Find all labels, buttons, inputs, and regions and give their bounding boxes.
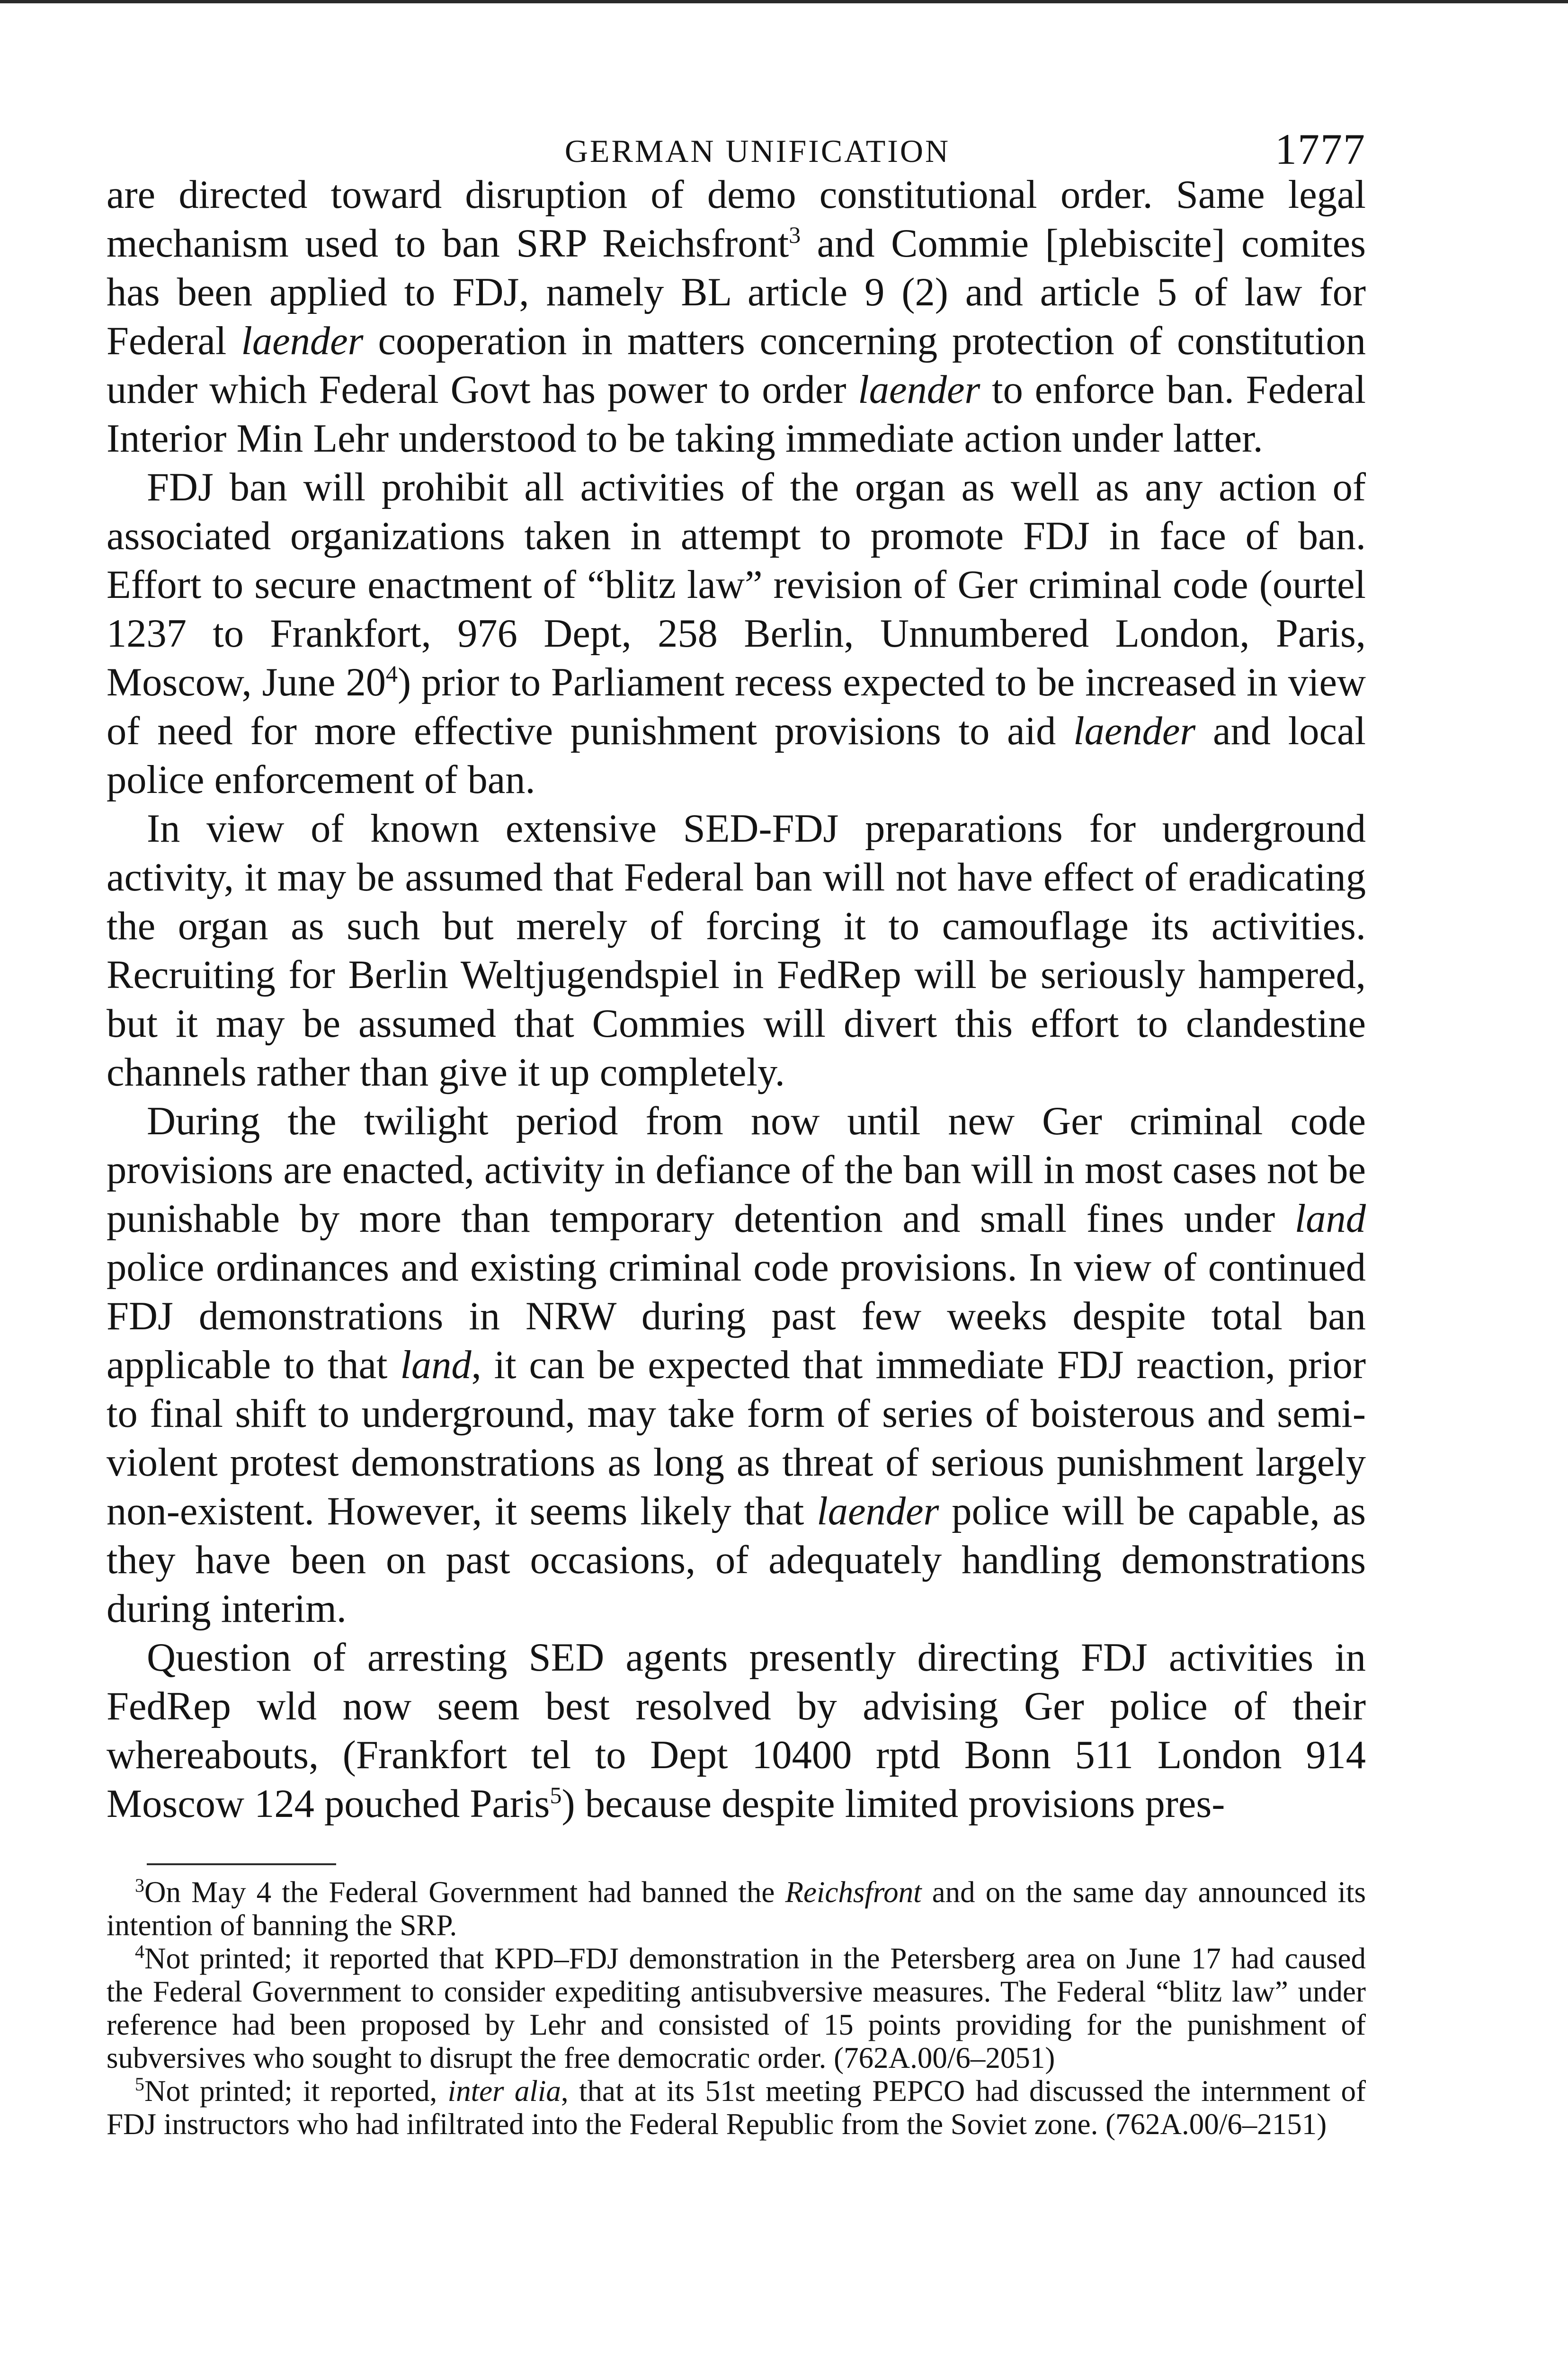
paragraph-1: are directed toward disruption of demo constitutional order. Same legal mechanism used to ban SRP Reichsfront$^3$ and Commie [plebiscite] comites has been applied to FDJ, namely BL article 9 (2) and article 5 of law for Federal laender cooperation in matters concerning protection of constitution under which Federal Govt has power to order laender to enforce ban. Federal Interior Min Lehr understood to be taking immediate action under latter. (107, 173, 1366, 461)
document-page (107, 114, 1366, 2141)
footnote-divider (147, 1863, 336, 1865)
running-head-title: GERMAN UNIFICATION (564, 133, 951, 169)
page-number: 1777 (1275, 125, 1366, 173)
running-header (107, 114, 1366, 173)
paragraph-3: In view of known extensive SED-FDJ preparations for underground activity, it may be assumed that Federal ban will not have effect of eradicating the organ as such but merely of forcing it to camouflage its activities. Recruiting for Berlin Weltjugendspiel in FedRep will be seriously hampered, but it may be assumed that Commies will divert this effort to clandestine channels rather than give it up completely. (107, 807, 1366, 1095)
paragraph-4: During the twilight period from now until new Ger criminal code provisions are enacted, activity in defiance of the ban will in most cases not be punishable by more than temporary detention and small fines under land police ordinances and existing criminal code provisions. In view of continued FDJ demonstrations in NRW during past few weeks despite total ban applicable to that land, it can be expected that immediate FDJ reaction, prior to final shift to underground, may take form of series of boisterous and semi-violent protest demonstrations as long as threat of serious punishment largely non-existent. However, it seems likely that laender police will be capable, as they have been on past occasions, of adequately handling demonstrations during interim. (107, 1099, 1366, 1631)
footnote-ref-3: 3 (789, 221, 801, 248)
footnote-ref-5: 5 (550, 1781, 562, 1808)
footnote-5: $^5$Not printed; it reported, inter alia, that at its 51st meeting PEPCO had discussed the internment of FDJ instructors who had infiltrated into the Federal Republic from the Soviet zone. (762A.00/6–2151) (107, 2073, 1366, 2141)
paragraph-5: Question of arresting SED agents presently directing FDJ activities in FedRep wld now seem best resolved by advising Ger police of their whereabouts, (Frankfort tel to Dept 10400 rptd Bonn 511 London 914 Moscow 124 pouched Paris$^5$) because despite limited provisions pres- (107, 1636, 1366, 1826)
footnote-3: $^3$On May 4 the Federal Government had banned the Reichsfront and on the same day announced its intention of banning the SRP. (107, 1875, 1366, 1942)
body-text (107, 170, 1366, 1828)
footnotes (107, 1876, 1366, 2141)
top-edge-rule (0, 0, 1568, 3)
paragraph-2: FDJ ban will prohibit all activities of the organ as well as any action of associated organizations taken in attempt to promote FDJ in face of ban. Effort to secure enactment of “blitz law” revision of Ger criminal code (ourtel 1237 to Frankfort, 976 Dept, 258 Berlin, Unnumbered London, Paris, Moscow, June 20$^4$) prior to Parliament recess expected to be increased in view of need for more effective punishment provisions to aid laender and local police enforcement of ban. (107, 465, 1366, 802)
footnote-4: $^4$Not printed; it reported that KPD–FDJ demonstration in the Petersberg area on June 17 had caused the Federal Government to consider expediting antisubversive measures. The Federal “blitz law” under reference had been proposed by Lehr and consisted of 15 points providing for the punishment of subversives who sought to disrupt the free democratic order. (762A.00/6–2051) (107, 1941, 1366, 2074)
footnote-ref-4: 4 (386, 660, 398, 687)
